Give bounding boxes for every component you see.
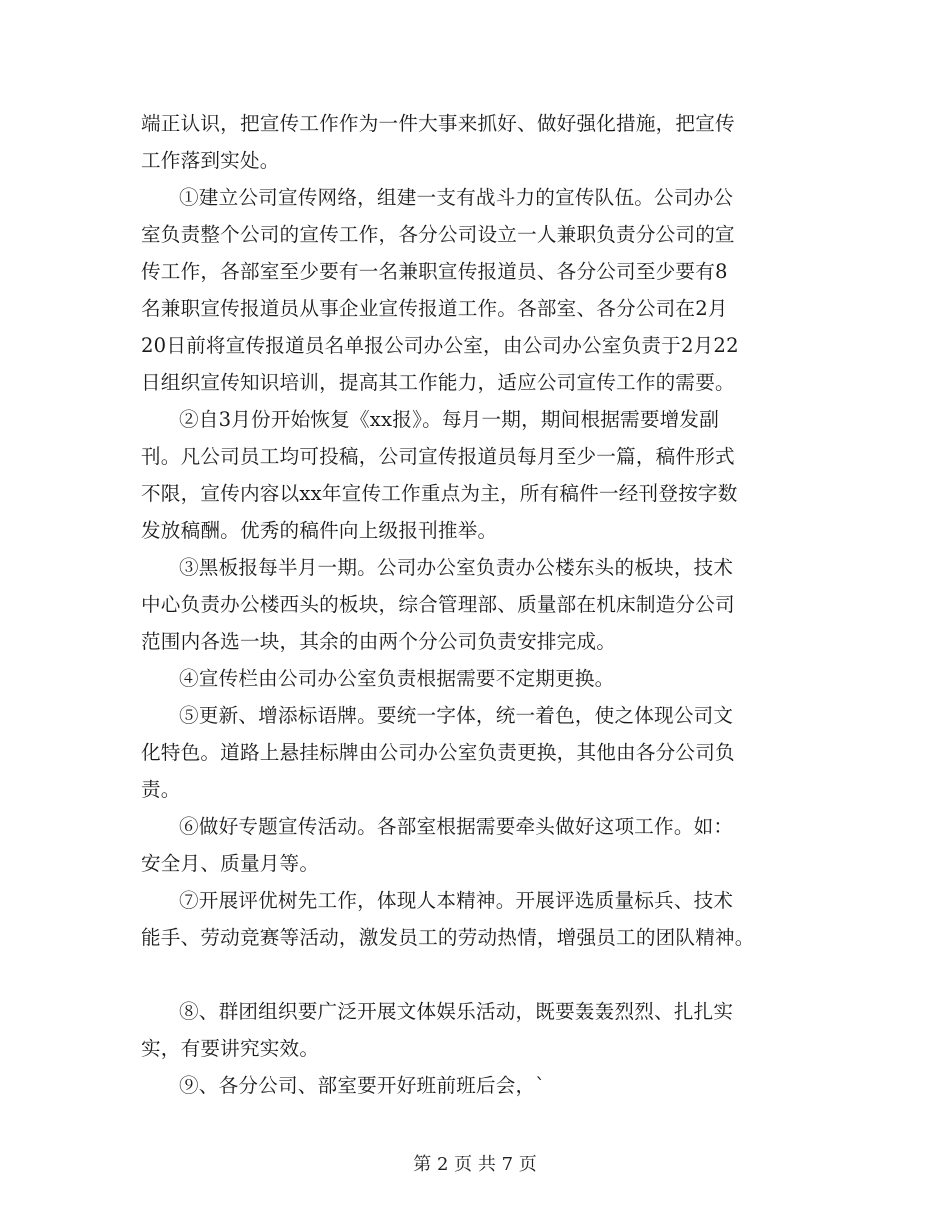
item-6-line: ⑥做好专题宣传活动。各部室根据需要牵头做好这项工作。如：: [179, 815, 734, 838]
text-line: 刊。凡公司员工均可投稿，公司宣传报道员每月至少一篇，稿件形式: [141, 445, 735, 468]
item-9-line: ⑨、各分公司、部室要开好班前班后会，`: [179, 1074, 546, 1097]
text-line: 名兼职宣传报道员从事企业宣传报道工作。各部室、各分公司在2月: [141, 297, 728, 320]
text-line: 发放稿酬。优秀的稿件向上级报刊推举。: [141, 519, 498, 542]
item-5-line: ⑤更新、增添标语牌。要统一字体，统一着色，使之体现公司文: [179, 704, 734, 727]
item-7-line: ⑦开展评优树先工作，体现人本精神。开展评选质量标兵、技术: [179, 889, 734, 912]
text-line: 安全月、质量月等。: [141, 852, 320, 875]
item-3-line: ③黑板报每半月一期。公司办公室负责办公楼东头的板块，技术: [179, 556, 734, 579]
text-line: 实，有要讲究实效。: [141, 1037, 320, 1060]
item-1-line: ①建立公司宣传网络，组建一支有战斗力的宣传队伍。公司办公: [179, 186, 734, 209]
text-line: 室负责整个公司的宣传工作，各分公司设立一人兼职负责分公司的宣: [141, 223, 735, 246]
text-line: 中心负责办公楼西头的板块，综合管理部、质量部在机床制造分公司: [141, 593, 735, 616]
text-line: 责。: [141, 778, 181, 801]
document-body: [141, 105, 811, 1104]
text-line: 范围内各选一块，其余的由两个分公司负责安排完成。: [141, 630, 617, 653]
text-line: 能手、劳动竞赛等活动，激发员工的劳动热情，增强员工的团队精神。: [141, 926, 755, 949]
text-line: 化特色。道路上悬挂标牌由公司办公室负责更换，其他由各分公司负: [141, 741, 735, 764]
text-line: 不限，宣传内容以xx年宣传工作重点为主，所有稿件一经刊登按字数: [141, 482, 738, 505]
text-line: 传工作，各部室至少要有一名兼职宣传报道员、各分公司至少要有8: [141, 260, 728, 283]
text-line: 端正认识，把宣传工作作为一件大事来抓好、做好强化措施，把宣传: [141, 112, 735, 135]
item-4-line: ④宣传栏由公司办公室负责根据需要不定期更换。: [179, 667, 615, 690]
text-line: 20日前将宣传报道员名单报公司办公室，由公司办公室负责于2月22: [141, 334, 739, 357]
text-line: 日组织宣传知识培训，提高其工作能力，适应公司宣传工作的需要。: [141, 371, 735, 394]
item-8-line: ⑧、群团组织要广泛开展文体娱乐活动，既要轰轰烈烈、扎扎实: [179, 1000, 734, 1023]
item-2-line: ②自3月份开始恢复《xx报》。每月一期，期间根据需要增发副: [179, 408, 720, 431]
page-number-footer: 第 2 页 共 7 页: [413, 1154, 537, 1175]
text-line: 工作落到实处。: [141, 149, 280, 172]
blank-line: [141, 956, 811, 993]
